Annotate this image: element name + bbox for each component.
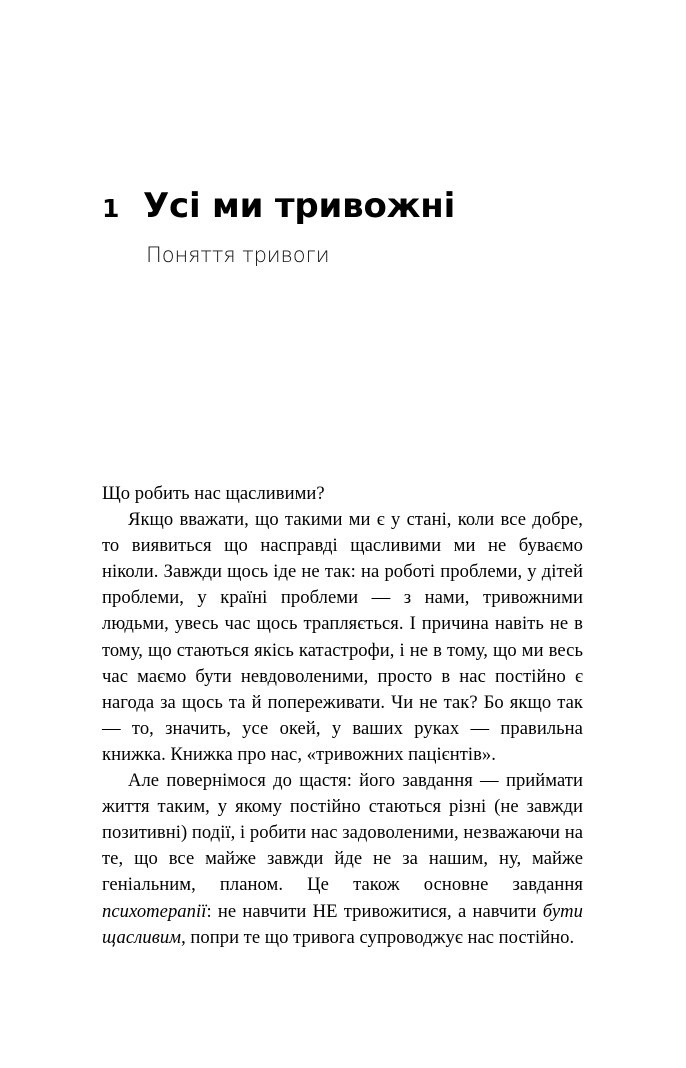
italic-psychotherapy: психотерапії (102, 900, 207, 922)
chapter-heading (102, 186, 592, 229)
chapter-title: Усі ми тривожні (143, 186, 456, 226)
paragraph-text-run: : не навчити НЕ тривожитися, а навчити (206, 900, 543, 922)
paragraph-text-run: , попри те що тривога супроводжує нас постійно. (181, 926, 575, 948)
paragraph-psychotherapy-task (102, 768, 583, 951)
paragraph-happiness-definition: Якщо вважати, що такими ми є у стані, коли все добре, то виявиться що насправді щасливими ми не буваємо ніколи. Завжди щось іде не так: на роботі проблеми, у дітей проблеми, у країні проблеми — з нами, тривожними людьми, увесь час щось трапляється. І причина навіть не в тому, що стаються якісь катастрофи, і не в тому, що ми весь час маємо бути невдоволеними, просто в нас постійно є нагода за щось та й попереживати. Чи не так? Бо якщо так — то, значить, усе окей, у ваших руках — правильна книжка. Книжка про нас, «тривожних пацієнтів». (102, 509, 583, 765)
body-text-block (102, 481, 583, 951)
italic-be-happy: бути щасливим (102, 900, 583, 948)
paragraph-opening-question: Що робить нас щасливими? (102, 483, 325, 504)
chapter-subtitle: Поняття тривоги (146, 243, 330, 267)
paragraph-text-run: Але повернімося до щастя: його завдання — приймати життя таким, у якому постійно стаються різні (не завжди позитивні) події, і робити нас задоволеними, незважаючи на те, що все майже завжди йде не за нашим, ну, майже геніальним, планом. Це також основне завдання (102, 770, 583, 896)
chapter-number: 1 (102, 194, 120, 223)
